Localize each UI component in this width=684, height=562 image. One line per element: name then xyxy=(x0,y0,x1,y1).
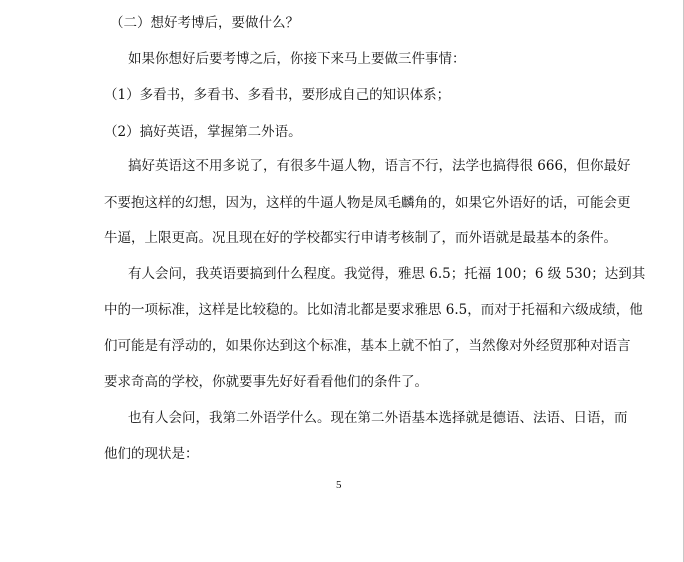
section-heading: （二）想好考博后，要做什么？ xyxy=(110,15,299,31)
intro-line: 如果你想好后要考博之后，你接下来马上要做三件事情： xyxy=(128,51,466,67)
page-number: 5 xyxy=(336,479,342,491)
paragraph-1-line-2: 不要抱这样的幻想，因为，这样的牛逼人物是凤毛麟角的，如果它外语好的话，可能会更 xyxy=(104,195,631,211)
paragraph-2-line-1: 有人会问，我英语要搞到什么程度。我觉得，雅思 6.5；托福 100；6 级 530；达到其 xyxy=(128,266,646,282)
list-item-1: （1）多看书，多看书、多看书，要形成自己的知识体系； xyxy=(104,87,451,103)
paragraph-1-line-1: 搞好英语这不用多说了，有很多牛逼人物，语言不行，法学也搞得很 666，但你最好 xyxy=(128,158,631,174)
paragraph-2-line-4: 要求奇高的学校，你就要事先好好看看他们的条件了。 xyxy=(104,374,428,390)
paragraph-2-line-3: 们可能是有浮动的，如果你达到这个标准，基本上就不怕了，当然像对外经贸那种对语言 xyxy=(104,338,631,354)
paragraph-3-line-1: 也有人会问，我第二外语学什么。现在第二外语基本选择就是德语、法语、日语，而 xyxy=(128,410,628,426)
paragraph-2-line-2: 中的一项标准，这样是比较稳的。比如清北都是要求雅思 6.5，而对于托福和六级成绩，他 xyxy=(104,302,643,318)
paragraph-1-line-3: 牛逼，上限更高。况且现在好的学校都实行申请考核制了，而外语就是最基本的条件。 xyxy=(104,230,617,246)
paragraph-3-line-2: 他们的现状是： xyxy=(104,446,199,462)
list-item-2: （2）搞好英语，掌握第二外语。 xyxy=(104,124,302,140)
